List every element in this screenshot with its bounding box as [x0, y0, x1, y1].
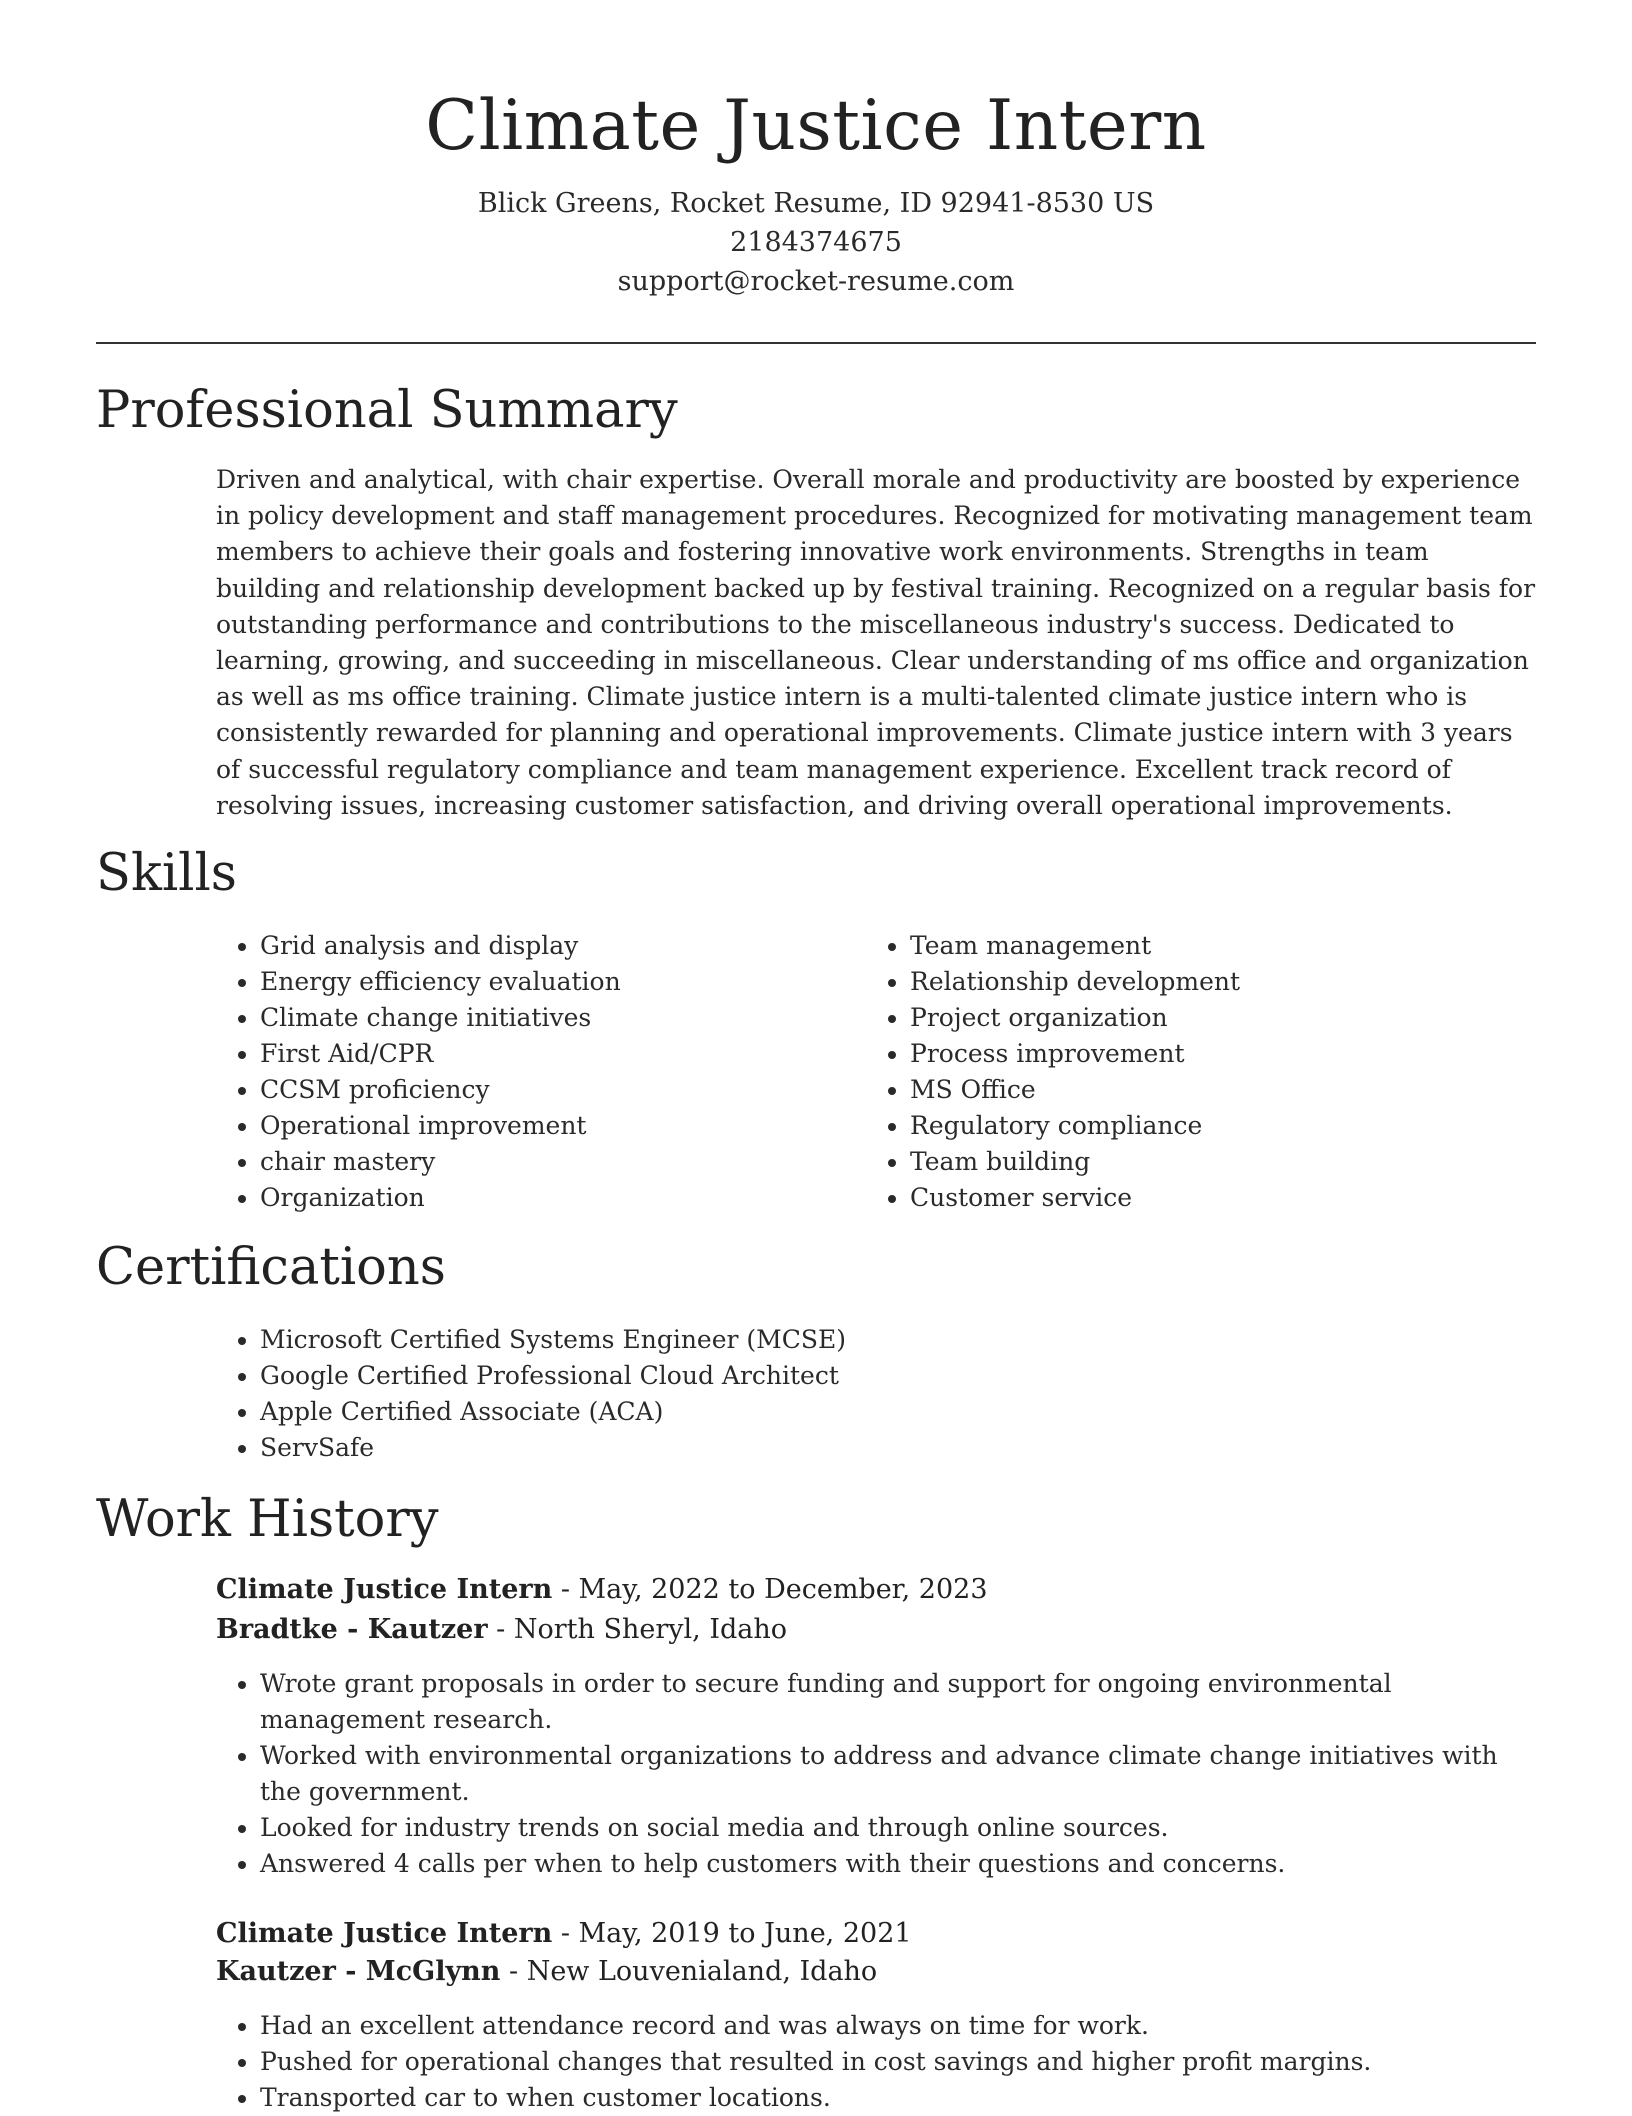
job-location: New Louvenialand, Idaho: [526, 1956, 878, 1987]
separator: -: [552, 1918, 579, 1949]
summary-heading: Professional Summary: [96, 381, 678, 440]
skill-item: • Energy efficiency evaluation: [260, 964, 860, 1000]
job-title: Climate Justice Intern: [216, 1574, 553, 1605]
skill-item: • Organization: [260, 1180, 860, 1216]
job-dates: May, 2019 to June, 2021: [578, 1918, 912, 1949]
skill-item: • chair mastery: [260, 1144, 860, 1180]
job-location: North Sheryl, Idaho: [513, 1614, 788, 1645]
job-bullet: • Answered 4 calls per when to help customers with their questions and concerns.: [260, 1846, 1536, 1882]
summary-text: Driven and analytical, with chair expertise. Overall morale and productivity are boosted by experience in policy development and staff management procedures. Recognized for motivating management team members to achieve their goals and fostering innovative work environments. Strengths in team building and relationship development backed up by festival training. Recognized on a regular basis for outstanding performance and contributions to the miscellaneous industry's success. Dedicated to learning, growing, and succeeding in miscellaneous. Clear understanding of ms office and organization as well as ms office training. Climate justice intern is a multi-talented climate justice intern who is consistently rewarded for planning and operational improvements. Climate justice intern with 3 years of successful regulatory compliance and team management experience. Excellent track record of resolving issues, increasing customer satisfaction, and driving overall operational improvements.: [216, 465, 1536, 820]
job-bullet: • Transported car to when customer locations.: [260, 2080, 1536, 2116]
resume-title: Climate Justice Intern: [425, 86, 1207, 166]
resume-header: [96, 82, 1536, 301]
contact-block: [96, 184, 1536, 301]
separator: -: [552, 1574, 579, 1605]
job-company-line: [216, 1952, 877, 1992]
skills-list-right: [866, 928, 1530, 1216]
contact-phone: 2184374675: [730, 227, 902, 258]
skill-item: • Customer service: [910, 1180, 1530, 1216]
skill-item: • CCSM proficiency: [260, 1072, 860, 1108]
skill-item: • Climate change initiatives: [260, 1000, 860, 1036]
skill-item: • Operational improvement: [260, 1108, 860, 1144]
skill-item: • Grid analysis and display: [260, 928, 860, 964]
certifications-heading: Certifications: [96, 1238, 446, 1297]
skills-heading: Skills: [96, 844, 237, 903]
job-bullet: • Worked with environmental organizations to address and advance climate change initiatives with the government.: [260, 1738, 1536, 1810]
skill-item: • Relationship development: [910, 964, 1530, 1000]
skill-item: • Project organization: [910, 1000, 1530, 1036]
job-bullet: • Looked for industry trends on social media and through online sources.: [260, 1810, 1536, 1846]
certification-item: • Apple Certified Associate (ACA): [260, 1394, 1536, 1430]
skill-item: • Team management: [910, 928, 1530, 964]
job-bullet: • Wrote grant proposals in order to secure funding and support for ongoing environmental management research.: [260, 1666, 1536, 1738]
certifications-list: [216, 1322, 1536, 1466]
skills-list-left: [216, 928, 860, 1216]
certification-item: • Google Certified Professional Cloud Architect: [260, 1358, 1536, 1394]
job-title: Climate Justice Intern: [216, 1918, 553, 1949]
separator: -: [487, 1614, 514, 1645]
job-dates: May, 2022 to December, 2023: [578, 1574, 988, 1605]
separator: -: [500, 1956, 527, 1987]
job-bullet: • Had an excellent attendance record and was always on time for work.: [260, 2008, 1536, 2044]
job-company-line: [216, 1610, 787, 1650]
work-history-heading: Work History: [96, 1490, 439, 1549]
job-title-line: [216, 1914, 912, 1954]
job-bullets: [216, 1666, 1536, 1882]
skill-item: • Regulatory compliance: [910, 1108, 1530, 1144]
contact-address: Blick Greens, Rocket Resume, ID 92941-8530 US: [477, 188, 1155, 219]
job-bullets: [216, 2008, 1536, 2116]
job-company: Kautzer - McGlynn: [216, 1956, 501, 1987]
header-divider: [96, 342, 1536, 344]
certification-item: • ServSafe: [260, 1430, 1536, 1466]
skill-item: • First Aid/CPR: [260, 1036, 860, 1072]
job-company: Bradtke - Kautzer: [216, 1614, 488, 1645]
skill-item: • MS Office: [910, 1072, 1530, 1108]
job-bullet: • Pushed for operational changes that resulted in cost savings and higher profit margins.: [260, 2044, 1536, 2080]
certification-item: • Microsoft Certified Systems Engineer (MCSE): [260, 1322, 1536, 1358]
skill-item: • Team building: [910, 1144, 1530, 1180]
contact-email: support@rocket-resume.com: [617, 266, 1015, 297]
job-title-line: [216, 1570, 988, 1610]
skill-item: • Process improvement: [910, 1036, 1530, 1072]
